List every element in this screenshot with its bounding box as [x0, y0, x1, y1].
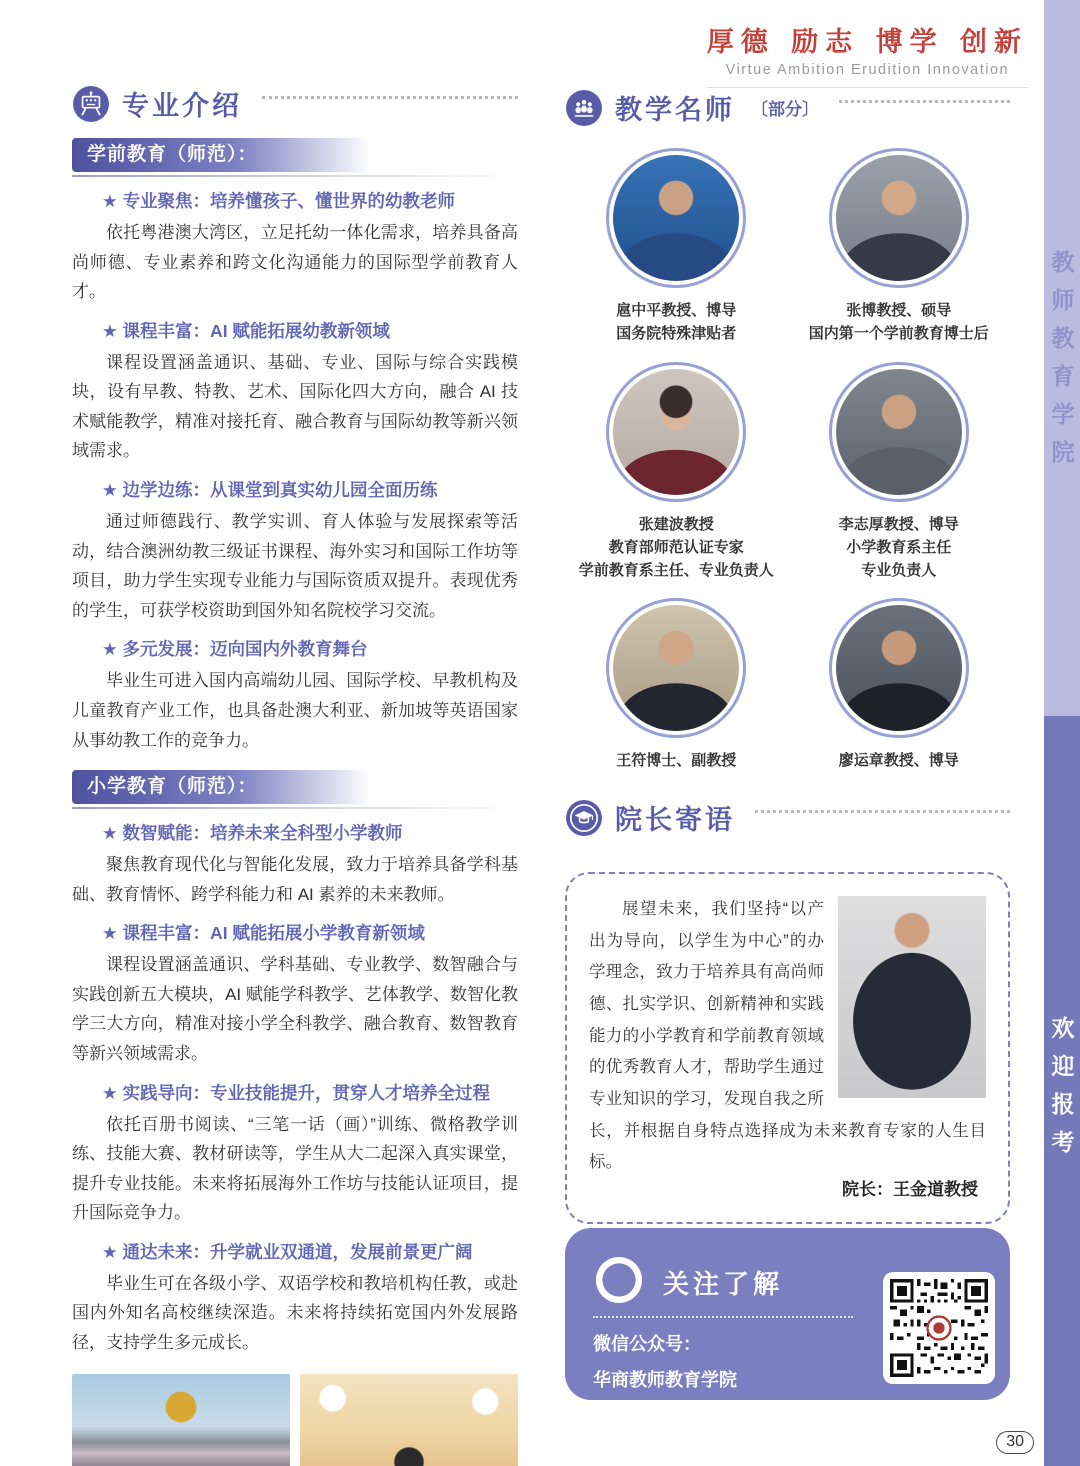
people-icon [565, 89, 603, 127]
follow-separator [593, 1316, 853, 1318]
teachers-title: 教学名师 [615, 95, 735, 125]
program-item-body: 通过师德践行、教学实训、育人体验与发展探索等活动，结合澳洲幼教三级证书课程、海外实习和国际工作坊等项目，助力学生实现专业能力与国际资质双提升。表现优秀的学生，可获学校资助到国外知名院校学习交流。 [72, 512, 518, 620]
follow-box [565, 1228, 1010, 1400]
dotted-leader [839, 100, 1010, 103]
teachers-grid [565, 148, 1010, 773]
campus-photo-competition [300, 1374, 518, 1466]
program-item-body: 课程设置涵盖通识、学科基础、专业教学、数智融合与实践创新五大模块，AI 赋能学科教学、艺体教学、数智化教学三大方向，精准对接小学全科教学、融合教育、数智教育等新兴领域需求。 [72, 955, 518, 1063]
follow-title: 关注了解 [663, 1269, 784, 1299]
program-badge: 学前教育（师范）： [72, 138, 372, 172]
teachers-header [565, 88, 1010, 127]
page-number: 30 [996, 1431, 1034, 1454]
teacher-photo [613, 369, 739, 495]
program-item-body: 聚焦教育现代化与智能化发展，致力于培养具备学科基础、教育情怀、跨学科能力和 AI 素养的未来教师。 [72, 855, 518, 904]
wechat-label: 微信公众号： [593, 1334, 701, 1354]
majors-title: 专业介绍 [122, 91, 242, 121]
majors-header [72, 84, 518, 123]
program-item-heading: ★ 课程丰富：AI 赋能拓展小学教育新领域 [102, 923, 425, 944]
program-item-body: 毕业生可在各级小学、双语学校和教培机构任教，或赴国内外知名高校继续深造。未来将持续拓宽国内外发展路径，支持学生多元成长。 [72, 1273, 518, 1353]
school-motto [707, 20, 1028, 88]
teacher-card [788, 362, 1011, 583]
campus-photo-grid [72, 1374, 518, 1466]
teacher-photo [613, 605, 739, 731]
program-item-heading: ★ 实践导向：专业技能提升，贯穿人才培养全过程 [102, 1082, 491, 1103]
teacher-caption: 李志厚教授、博导 小学教育系主任 专业负责人 [838, 515, 959, 579]
teacher-card [565, 362, 788, 583]
teacher-caption: 王符博士、副教授 [616, 752, 737, 770]
graduation-cap-icon [565, 799, 603, 837]
program-item-heading: ★ 专业聚焦：培养懂孩子、懂世界的幼教老师 [102, 191, 456, 211]
dean-photo [838, 896, 986, 1098]
motto-english: Virtue Ambition Erudition Innovation [707, 62, 1028, 88]
presentation-easel-icon [72, 85, 110, 123]
dotted-leader [262, 96, 518, 99]
program-item-body: 课程设置涵盖通识、基础、专业、国际与综合实践模块，设有早教、特教、艺术、国际化四大方向，融合 AI 技术赋能教学，精准对接托育、融合教育与国际幼教等新兴领域需求。 [72, 352, 518, 461]
program-preschool [72, 138, 518, 755]
teacher-photo [836, 605, 962, 731]
sidebar-welcome-label: 欢迎报考 [1048, 1016, 1075, 1168]
dean-message-box [565, 872, 1010, 1224]
teachers-title-suffix: 〔部分〕 [751, 100, 819, 119]
program-item-heading: ★ 通达未来：升学就业双通道，发展前景更广阔 [102, 1241, 473, 1262]
campus-photo-hongkong [72, 1374, 290, 1466]
majors-section [72, 84, 518, 1466]
teacher-card [565, 148, 788, 346]
qr-pattern [890, 1279, 988, 1377]
qr-code [883, 1272, 995, 1384]
sidebar-college-label: 教师教育学院 [1048, 250, 1075, 478]
badge-rule [72, 807, 518, 809]
dean-message: 展望未来，我们坚持“以产出为导向，以学生为中心”的办学理念，致力于培养具有高尚师德、扎实学识、创新精神和实践能力的小学教育和学前教育领域的优秀教育人才，帮助学生通过专业知识的学习，发现自我之所长，并根据自身特点选择成为未来教育专家的人生目标。 [589, 900, 986, 1172]
teacher-caption: 张博教授、硕导 国内第一个学前教育博士后 [808, 302, 989, 343]
wechat-account-name: 华商教师教育学院 [593, 1370, 737, 1390]
program-primary [72, 770, 518, 1358]
teacher-card [788, 598, 1011, 772]
program-item-body: 毕业生可进入国内高端幼儿园、国际学校、早教机构及儿童教育产业工作，也具备赴澳大利亚、新加坡等英语国家从事幼教工作的竞争力。 [72, 671, 518, 750]
dean-header [565, 798, 1010, 837]
program-item-heading: ★ 数智赋能：培养未来全科型小学教师 [102, 823, 403, 844]
teacher-photo [836, 155, 962, 281]
teacher-caption: 扈中平教授、博导 国务院特殊津贴者 [616, 302, 737, 343]
motto-chinese: 厚德 励志 博学 创新 [706, 27, 1028, 58]
program-badge: 小学教育（师范）： [72, 770, 372, 804]
sidebar-college-bar [1044, 0, 1080, 716]
sidebar-welcome-bar [1044, 716, 1080, 1466]
program-item-heading: ★ 边学边练：从课堂到真实幼儿园全面历练 [102, 480, 438, 501]
teacher-photo [836, 369, 962, 495]
dotted-leader [755, 810, 1010, 813]
teacher-photo [613, 155, 739, 281]
dean-title: 院长寄语 [615, 805, 735, 835]
program-item-body: 依托粤港澳大湾区，立足托幼一体化需求，培养具备高尚师德、专业素养和跨文化沟通能力的国际型学前教育人才。 [72, 223, 518, 302]
teacher-caption: 张建波教授 教育部师范认证专家 学前教育系主任、专业负责人 [578, 515, 774, 579]
program-item-heading: ★ 课程丰富：AI 赋能拓展幼教新领域 [102, 320, 390, 341]
program-item-body: 依托百册书阅读、“三笔一话（画）”训练、微格教学训练、技能大赛、教材研读等，学生从大二起深入真实课堂，提升专业技能。未来将拓展海外工作坊与技能认证项目，提升国际竞争力。 [72, 1114, 518, 1223]
teacher-caption: 廖运章教授、博导 [838, 752, 959, 770]
teacher-card [788, 148, 1011, 346]
dean-signature: 院长：王金道教授 [842, 1180, 978, 1199]
program-item-heading: ★ 多元发展：迈向国内外教育舞台 [102, 639, 368, 660]
badge-rule [72, 175, 518, 177]
teacher-card [565, 598, 788, 772]
swirl-logo-icon [591, 1252, 647, 1308]
